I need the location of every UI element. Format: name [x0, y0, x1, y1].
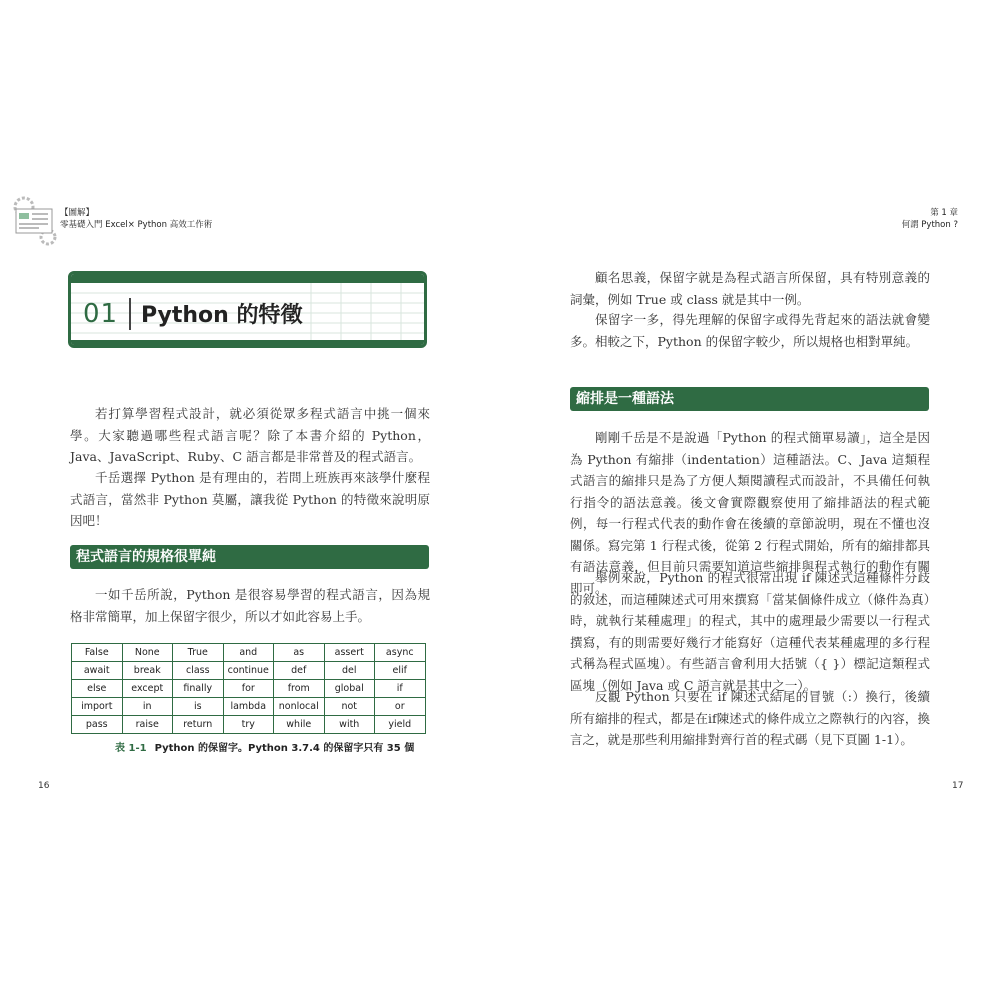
chapter-banner	[68, 271, 427, 348]
table-cell: async	[375, 644, 426, 662]
table-cell: False	[72, 644, 123, 662]
table-cell: yield	[375, 716, 426, 734]
section-header-spec: 程式語言的規格很單純	[70, 545, 429, 569]
table-cell: while	[274, 716, 325, 734]
table-cell: for	[223, 680, 274, 698]
table-cell: else	[72, 680, 123, 698]
table-cell: continue	[223, 662, 274, 680]
table-cell: and	[223, 644, 274, 662]
table-cell: break	[122, 662, 173, 680]
intro-paragraph-1: 若打算學習程式設計，就必須從眾多程式語言中挑一個來學。大家聽過哪些程式語言呢？除了本書介紹的 Python，Java、JavaScript、Ruby、C 語言都是非常普及的程式語言。	[70, 406, 430, 464]
table-cell: or	[375, 698, 426, 716]
right-paragraph-2: 保留字一多，得先理解的保留字或得先背起來的語法就會變多。相較之下，Python 的保留字較少，所以規格也相對單純。	[570, 312, 930, 349]
chapter-label: 第 1 章	[930, 208, 958, 218]
table-cell: await	[72, 662, 123, 680]
table-cell: with	[324, 716, 375, 734]
table-cell: pass	[72, 716, 123, 734]
reserved-words-table	[71, 643, 426, 734]
table-cell: try	[223, 716, 274, 734]
right-paragraph-1: 顧名思義，保留字就是為程式語言所保留，具有特別意義的詞彙，例如 True 或 class 就是其中一例。	[570, 270, 930, 307]
chapter-number: 01	[83, 299, 119, 329]
table-caption	[115, 739, 414, 754]
table-cell: None	[122, 644, 173, 662]
gear-logo-icon	[10, 193, 60, 248]
table-cell: nonlocal	[274, 698, 325, 716]
table-cell: is	[173, 698, 224, 716]
table-cell: global	[324, 680, 375, 698]
table-cell: if	[375, 680, 426, 698]
chapter-subtitle: 何謂 Python ?	[901, 220, 958, 230]
table-cell: del	[324, 662, 375, 680]
section-spec-paragraph: 一如千岳所說，Python 是很容易學習的程式語言，因為規格非常簡單，加上保留字很少，所以才如此容易上手。	[70, 587, 430, 624]
table-cell: True	[173, 644, 224, 662]
table-cell: finally	[173, 680, 224, 698]
page-number-right: 17	[952, 781, 964, 791]
page-number-left: 16	[38, 781, 50, 791]
table-cell: def	[274, 662, 325, 680]
section-header-indentation: 縮排是一種語法	[570, 387, 929, 411]
table-cell: lambda	[223, 698, 274, 716]
book-title: 零基礎入門 Excel× Python 高效工作術	[60, 220, 213, 230]
right-paragraph-5: 反觀 Python 只要在 if 陳述式結尾的冒號（:）換行，後續所有縮排的程式，都是在if陳述式的條件成立之際執行的內容，換言之，就是那些利用縮排對齊行首的程式碼（見下頁圖 1-1）。	[570, 689, 930, 747]
intro-paragraph-2: 千岳選擇 Python 是有理由的，若問上班族再來該學什麼程式語言，當然非 Python 莫屬，讓我從 Python 的特徵來說明原因吧！	[70, 470, 430, 528]
table-row	[72, 680, 426, 698]
running-header-left	[60, 207, 212, 231]
chapter-title: Python 的特徵	[141, 303, 303, 328]
table-cell: not	[324, 698, 375, 716]
table-cell: assert	[324, 644, 375, 662]
table-cell: in	[122, 698, 173, 716]
running-header-right	[902, 207, 958, 231]
table-cell: from	[274, 680, 325, 698]
book-series-label: 【圖解】	[60, 208, 95, 218]
table-row	[72, 716, 426, 734]
table-cell: as	[274, 644, 325, 662]
table-row	[72, 644, 426, 662]
table-cell: raise	[122, 716, 173, 734]
table-row	[72, 662, 426, 680]
table-cell: elif	[375, 662, 426, 680]
right-paragraph-3: 剛剛千岳是不是說過「Python 的程式簡單易讀」，這全是因為 Python 有縮排（indentation）這種語法。C、Java 這類程式語言的縮排只是為了方便人類閱讀程式而設計，不具備任何執行指令的語法意義。後文會實際觀察使用了縮排語法的程式範例，每一行程式代表的動作會在後續的章節說明，現在不懂也沒關係。寫完第 1 行程式後，從第 2 行程式開始，所有的縮排都具有語法意義，但目前只需要知道這些縮排與程式執行的動作有關即可。	[570, 430, 930, 596]
table-caption-text: Python 的保留字。Python 3.7.4 的保留字只有 35 個	[154, 743, 415, 754]
table-row	[72, 698, 426, 716]
table-caption-label: 表 1-1	[115, 743, 147, 754]
table-cell: except	[122, 680, 173, 698]
right-paragraph-4: 舉例來說，Python 的程式很常出現 if 陳述式這種條件分歧的敘述，而這種陳述式可用來撰寫「當某個條件成立（條件為真）時，就執行某種處理」的程式，其中的處理最少需要以一行程式撰寫，有的則需要好幾行才能寫好（這種代表某種處理的多行程式稱為程式區塊）。有些語言會利用大括號（{ }）標記這類程式區塊（例如 Java 或 C 語言就是其中之一）。	[570, 570, 930, 693]
table-cell: class	[173, 662, 224, 680]
table-cell: return	[173, 716, 224, 734]
table-cell: import	[72, 698, 123, 716]
